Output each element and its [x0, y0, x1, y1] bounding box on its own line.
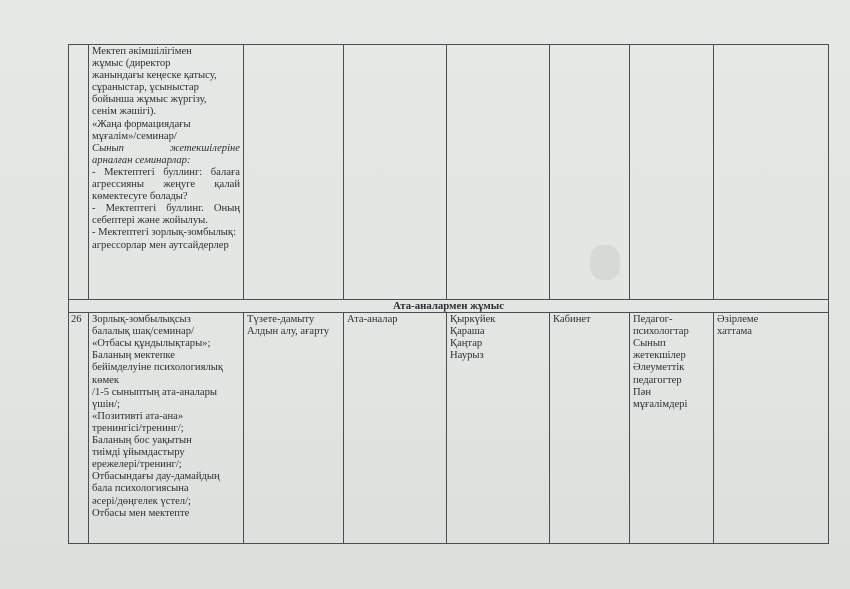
responsible-item: Әлеуметтік: [633, 362, 685, 374]
responsible-item: жетекшілер: [633, 350, 686, 362]
activity-line: Баланың мектепке: [92, 350, 175, 362]
cell-dates: [447, 45, 550, 300]
cell-activity: [89, 313, 244, 544]
cell-place: Кабинет: [550, 313, 630, 544]
section-header-row: [69, 300, 829, 313]
responsible-item: педагогтер: [633, 374, 682, 386]
activity-line: үшін/;: [92, 398, 120, 410]
cell-participants: [344, 45, 447, 300]
table-row: [69, 45, 829, 300]
responsible-item: Педагог-: [633, 314, 673, 326]
result-line: Әзірлеме: [717, 314, 759, 326]
activity-line: балалық шақ/семинар/: [92, 326, 194, 338]
month-item: Қараша: [450, 326, 485, 338]
responsible-item: мұғалімдері: [633, 398, 688, 410]
cell-form: [244, 313, 344, 544]
cell-form: [244, 45, 344, 300]
activity-line: әсері/дөңгелек үстел/;: [92, 495, 191, 507]
responsible-item: Сынып: [633, 338, 666, 350]
activity-line: /1-5 сыныптың ата-аналары: [92, 386, 218, 398]
seminar-heading-line: арналған семинарлар:: [92, 154, 191, 166]
activity-line: Баланың бос уақытын: [92, 435, 192, 447]
activity-line: мұғалім»/семинар/: [92, 130, 177, 142]
bullet-item: - Мектептегі буллинг. Оның себептері және жойылуы.: [92, 203, 240, 227]
section-header: Ата-аналармен жұмыс: [69, 300, 829, 313]
table-row: [69, 313, 829, 544]
bullet-item: - Мектептегі зорлық-зомбылық: агрессорлар мен аутсайдерлер: [92, 227, 237, 251]
activity-line: Отбасы мен мектепте: [92, 507, 190, 519]
cell-number: 26: [69, 313, 89, 544]
form-line: Түзете-дамыту: [247, 314, 315, 326]
activity-line: сенім жәшігі).: [92, 106, 157, 118]
cell-place: [550, 45, 630, 300]
cell-number: [69, 45, 89, 300]
activity-line: Отбасындағы дау-дамайдың: [92, 471, 220, 483]
activity-line: сұраныстар, ұсыныстар: [92, 82, 199, 94]
responsible-item: психологтар: [633, 326, 689, 338]
activity-line: «Жаңа формациядағы: [92, 118, 191, 130]
activity-line: көмек: [92, 374, 119, 386]
work-plan-table: [68, 44, 829, 544]
activity-line: «Отбасы құндылықтары»;: [92, 338, 211, 350]
activity-line: ережелері/тренинг/;: [92, 459, 182, 471]
activity-line: тренингісі/тренинг/;: [92, 422, 184, 434]
month-item: Қаңтар: [450, 338, 483, 350]
activity-line: бейімделуіне психологиялық: [92, 362, 224, 374]
activity-line: жанындағы кеңеске қатысу,: [92, 70, 217, 82]
cell-activity: [89, 45, 244, 300]
result-line: хаттама: [717, 326, 753, 338]
form-line: Алдын алу, ағарту: [247, 326, 330, 338]
activity-line: бойынша жұмыс жүргізу,: [92, 94, 207, 106]
cell-responsible: [630, 45, 714, 300]
cell-result: [714, 313, 829, 544]
activity-line: «Позитивті ата-ана»: [92, 410, 184, 422]
month-item: Наурыз: [450, 350, 484, 362]
activity-line: Мектеп әкімшілігімен: [92, 46, 192, 57]
responsible-item: Пән: [633, 386, 652, 398]
cell-dates: [447, 313, 550, 544]
activity-line: Зорлық-зомбылықсыз: [92, 314, 191, 326]
activity-line: бала психологиясына: [92, 483, 189, 495]
plan-table-wrapper: [68, 44, 828, 550]
seminar-heading-line: Сынып жетекшілеріне: [92, 142, 240, 154]
activity-line: жұмыс (директор: [92, 58, 171, 70]
activity-line: тиімді ұйымдастыру: [92, 447, 185, 459]
bullet-item: - Мектептегі буллинг: балаға агрессияны жеңуге қалай көмектесуге болады?: [92, 166, 240, 203]
cell-participants: Ата-аналар: [344, 313, 447, 544]
month-item: Қыркүйек: [450, 314, 496, 326]
cell-result: [714, 45, 829, 300]
cell-responsible: [630, 313, 714, 544]
